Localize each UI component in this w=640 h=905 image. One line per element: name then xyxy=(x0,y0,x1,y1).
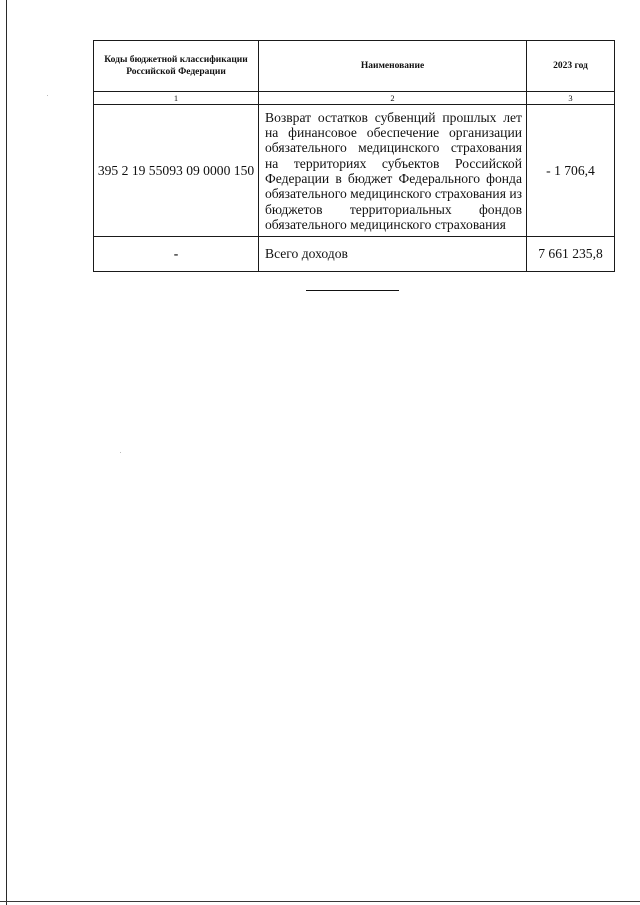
header-codes: Коды бюджетной классификации Российской Федерации xyxy=(94,41,259,92)
total-name: Всего доходов xyxy=(259,237,527,272)
column-number-3: 3 xyxy=(527,92,615,105)
table-row xyxy=(94,105,615,237)
column-number-1: 1 xyxy=(94,92,259,105)
total-row xyxy=(94,237,615,272)
total-code: - xyxy=(94,237,259,272)
table-header-row xyxy=(94,41,615,92)
scan-edge-bottom xyxy=(0,901,640,902)
total-value: 7 661 235,8 xyxy=(527,237,615,272)
document-end-rule xyxy=(306,290,399,291)
row-name: Возврат остатков субвенций прошлых лет на финансовое обеспечение организации обязательного медицинского страхования на территориях субъектов Российской Федерации в бюджет Федерального фонда обязательного медицинского страхования из бюджетов территориальных фондов обязательного медицинского страхования xyxy=(259,105,527,237)
row-code: 395 2 19 55093 09 0000 150 xyxy=(94,105,259,237)
scan-edge-left xyxy=(6,0,7,905)
scan-speck xyxy=(47,95,48,96)
column-number-2: 2 xyxy=(259,92,527,105)
header-name: Наименование xyxy=(259,41,527,92)
column-number-row xyxy=(94,92,615,105)
header-year: 2023 год xyxy=(527,41,615,92)
revenue-table xyxy=(93,40,615,272)
scan-speck xyxy=(120,452,121,453)
row-value: - 1 706,4 xyxy=(527,105,615,237)
